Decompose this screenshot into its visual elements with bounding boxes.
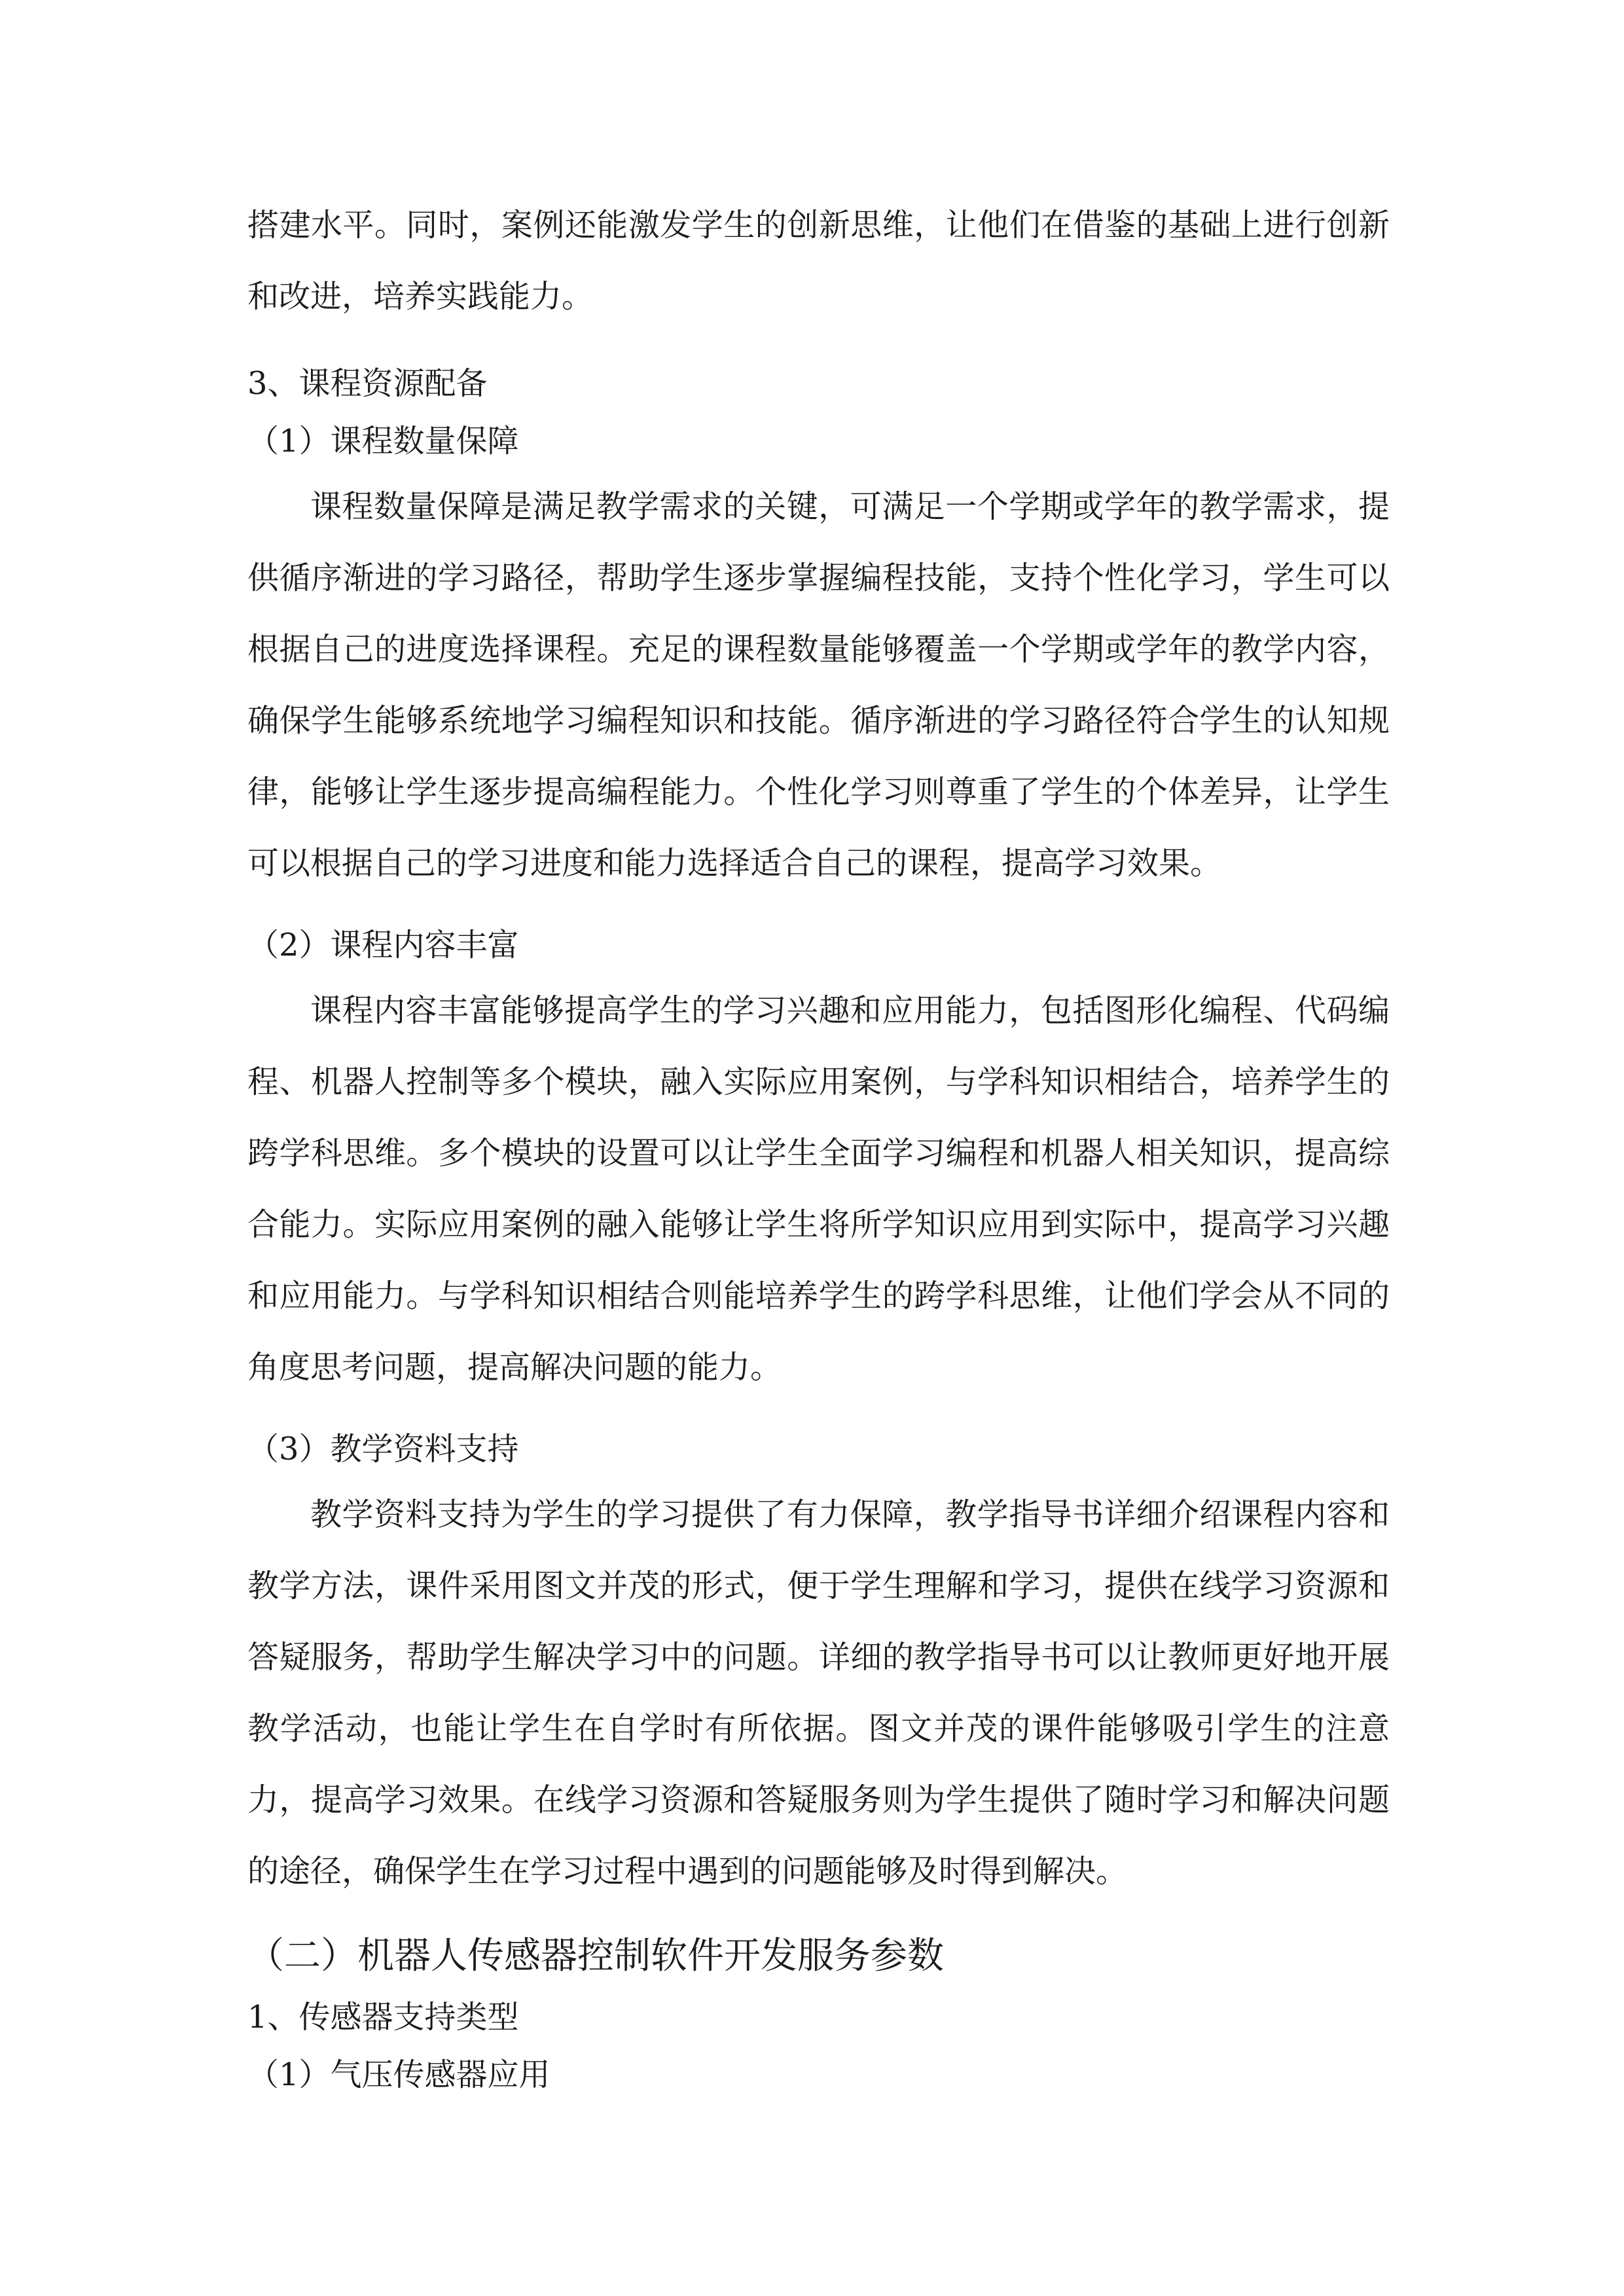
chapter-2-section-1-heading: 1、传感器支持类型 xyxy=(247,1999,519,2036)
subsection-2-heading: （2）课程内容丰富 xyxy=(247,927,519,963)
intro-continuation-paragraph: 搭建水平。同时，案例还能激发学生的创新思维，让他们在借鉴的基础上进行创新和改进，培养实践能力。 xyxy=(247,207,1390,315)
chapter-2-heading: （二）机器人传感器控制软件开发服务参数 xyxy=(247,1935,944,1977)
subsection-3-heading: （3）教学资料支持 xyxy=(247,1431,519,1467)
subsection-1-heading: （1）课程数量保障 xyxy=(247,423,519,459)
section-3-heading: 3、课程资源配备 xyxy=(247,365,488,402)
subsection-2-paragraph: 课程内容丰富能够提高学生的学习兴趣和应用能力，包括图形化编程、代码编程、机器人控制等多个模块，融入实际应用案例，与学科知识相结合，培养学生的跨学科思维。多个模块的设置可以让学生全面学习编程和机器人相关知识，提高综合能力。实际应用案例的融入能够让学生将所学知识应用到实际中，提高学习兴趣和应用能力。与学科知识相结合则能培养学生的跨学科思维，让他们学会从不同的角度思考问题，提高解决问题的能力。 xyxy=(247,992,1390,1386)
subsection-3-paragraph: 教学资料支持为学生的学习提供了有力保障，教学指导书详细介绍课程内容和教学方法，课件采用图文并茂的形式，便于学生理解和学习，提供在线学习资源和答疑服务，帮助学生解决学习中的问题。详细的教学指导书可以让教师更好地开展教学活动，也能让学生在自学时有所依据。图文并茂的课件能够吸引学生的注意力，提高学习效果。在线学习资源和答疑服务则为学生提供了随时学习和解决问题的途径，确保学生在学习过程中遇到的问题能够及时得到解决。 xyxy=(247,1496,1390,1890)
subsection-1-paragraph: 课程数量保障是满足教学需求的关键，可满足一个学期或学年的教学需求，提供循序渐进的学习路径，帮助学生逐步掌握编程技能，支持个性化学习，学生可以根据自己的进度选择课程。充足的课程数量能够覆盖一个学期或学年的教学内容，确保学生能够系统地学习编程知识和技能。循序渐进的学习路径符合学生的认知规律，能够让学生逐步提高编程能力。个性化学习则尊重了学生的个体差异，让学生可以根据自己的学习进度和能力选择适合自己的课程，提高学习效果。 xyxy=(247,488,1390,882)
page-content xyxy=(247,190,1390,2101)
chapter-2-subsection-1-heading: （1）气压传感器应用 xyxy=(247,2056,550,2093)
